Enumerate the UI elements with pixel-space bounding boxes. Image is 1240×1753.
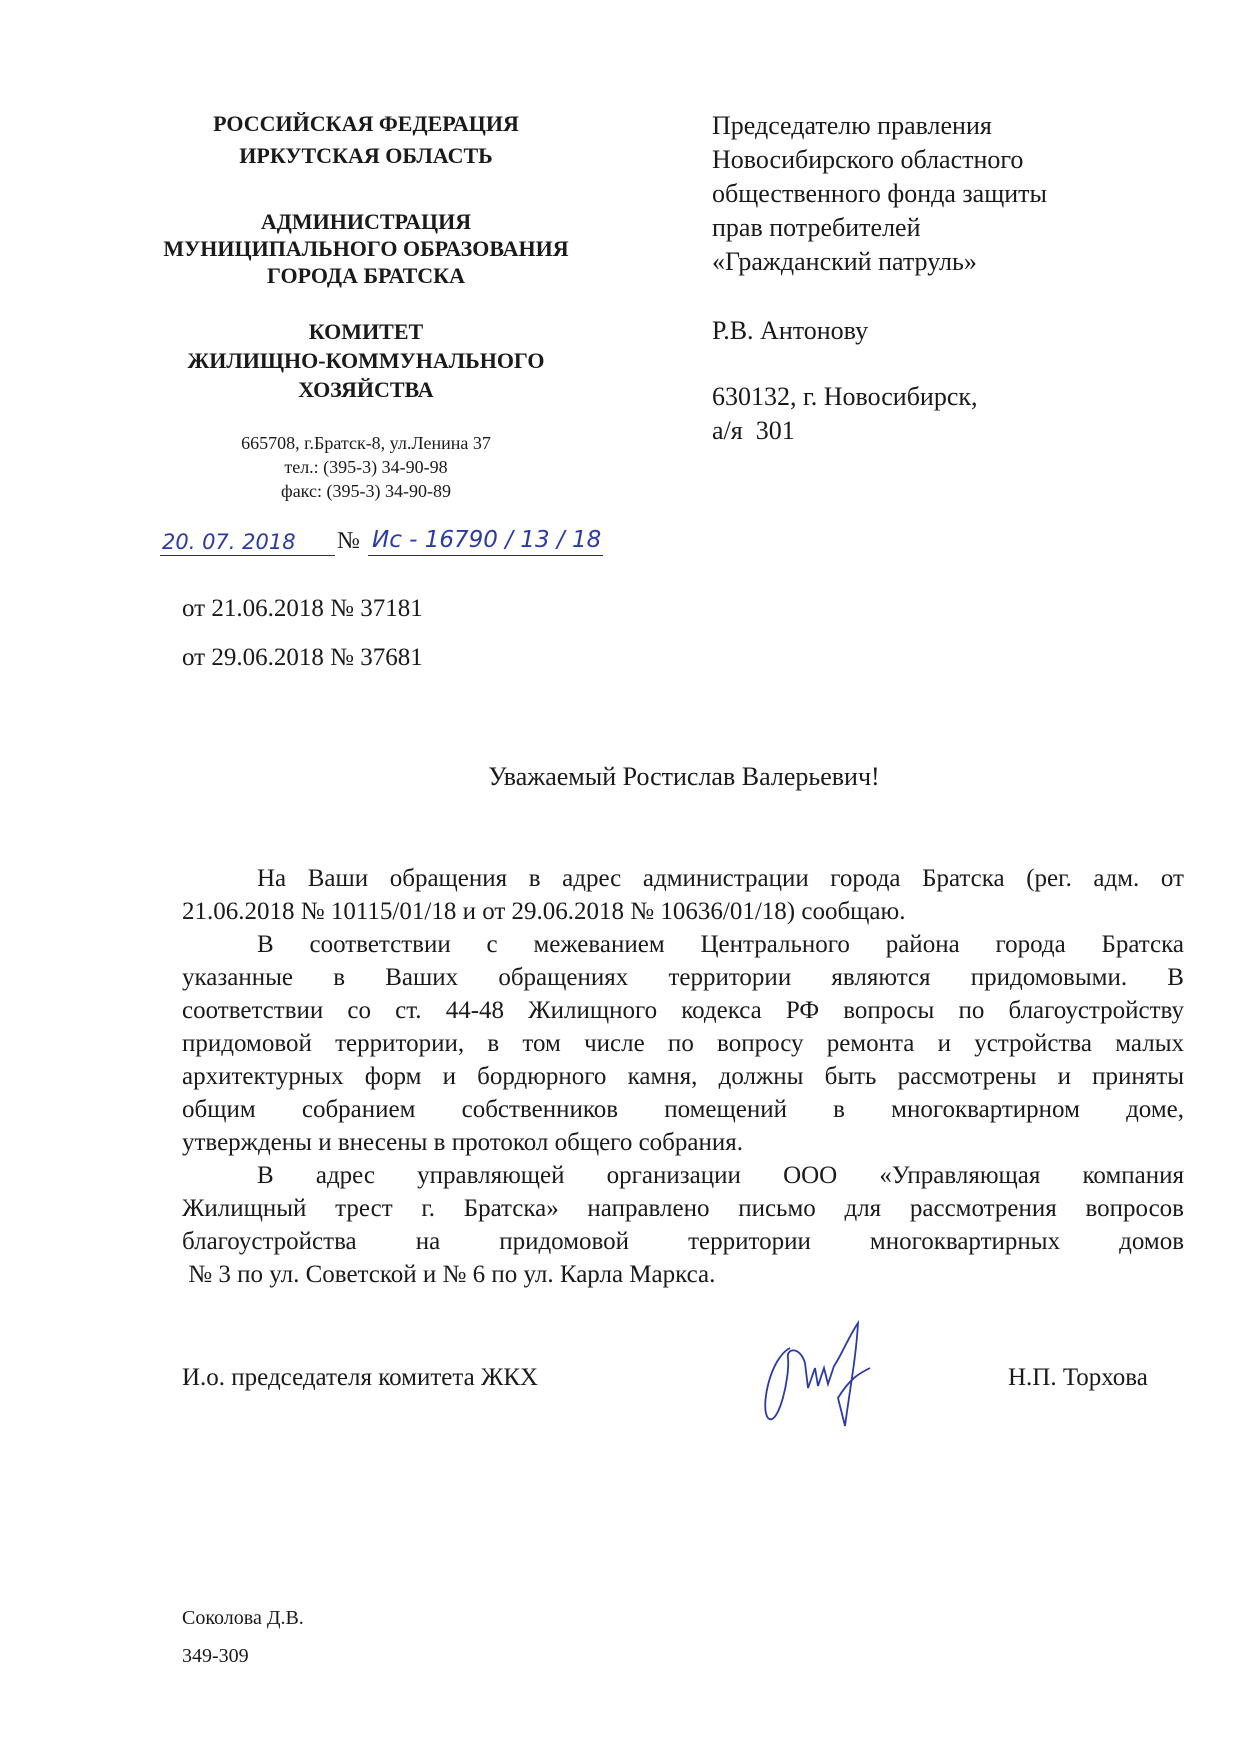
outgoing-date: 20. 07. 2018 [162,530,296,554]
committee-line: ЖИЛИЩНО-КОММУНАЛЬНОГО [187,348,545,373]
committee-line: ХОЗЯЙСТВА [298,377,434,402]
body-line: указанные в Ваших обращениях территории являются придомовыми. В [182,964,1184,991]
signatory-name: Н.П. Торхова [1008,1364,1148,1391]
body-line: Жилищный трест г. Братска» направлено письмо для рассмотрения вопросов [182,1195,1184,1222]
body-line: На Ваши обращения в адрес администрации города Братска (рег. адм. от [257,865,1184,892]
signatory-position: И.о. председателя комитета ЖКХ [182,1364,539,1391]
executor-phone: 349-309 [182,1645,249,1667]
body-line: В адрес управляющей организации ООО «Управляющая компания [257,1162,1184,1189]
body-line: общим собранием собственников помещений в многоквартирном доме, [182,1096,1184,1123]
administration-line: ГОРОДА БРАТСКА [267,263,465,288]
sender-phone: тел.: (395-3) 34-90-98 [284,457,448,477]
country: РОССИЙСКАЯ ФЕДЕРАЦИЯ [213,111,519,136]
body-line: № 3 по ул. Советской и № 6 по ул. Карла Маркса. [182,1261,716,1288]
administration-line: АДМИНИСТРАЦИЯ [260,209,472,234]
administration-line: МУНИЦИПАЛЬНОГО ОБРАЗОВАНИЯ [163,236,569,261]
body-line: утверждены и внесены в протокол общего собрания. [182,1129,743,1156]
handwritten-signature [760,1318,880,1438]
reference-line: от 21.06.2018 № 37181 [182,595,423,622]
body-line: соответствии со ст. 44-48 Жилищного кодекса РФ вопросы по благоустройству [182,997,1184,1024]
letter-body [182,862,1184,1291]
body-line: 21.06.2018 № 10115/01/18 и от 29.06.2018 № 10636/01/18) сообщаю. [182,898,906,925]
recipient-address: а/я 301 [712,416,795,445]
body-line: придомовой территории, в том числе по вопросу ремонта и устройства малых [182,1030,1184,1057]
recipient-name: Р.В. Антонову [712,316,869,345]
executor-name: Соколова Д.В. [182,1607,304,1629]
sender-fax: факс: (395-3) 34-90-89 [281,481,451,501]
recipient-line: Председателю правления [712,111,992,140]
greeting: Уважаемый Ростислав Валерьевич! [488,762,880,791]
outgoing-number: Ис - 16790 / 13 / 18 [372,527,602,553]
sender-address: 665708, г.Братск-8, ул.Ленина 37 [241,433,491,453]
recipient-line: общественного фонда защиты [712,179,1047,208]
recipient-line: Новосибирского областного [712,145,1024,174]
recipient-line: прав потребителей [712,213,921,242]
number-sign: № [337,528,360,554]
reference-line: от 29.06.2018 № 37681 [182,644,423,671]
body-line: благоустройства на придомовой территории многоквартирных домов [182,1228,1184,1255]
recipient-line: «Гражданский патруль» [712,247,977,276]
recipient-address: 630132, г. Новосибирск, [712,382,978,411]
body-line: В соответствии с межеванием Центрального района города Братска [257,931,1184,958]
body-line: архитектурных форм и бордюрного камня, должны быть рассмотрены и приняты [182,1063,1184,1090]
region: ИРКУТСКАЯ ОБЛАСТЬ [239,143,493,168]
committee-line: КОМИТЕТ [308,319,424,344]
